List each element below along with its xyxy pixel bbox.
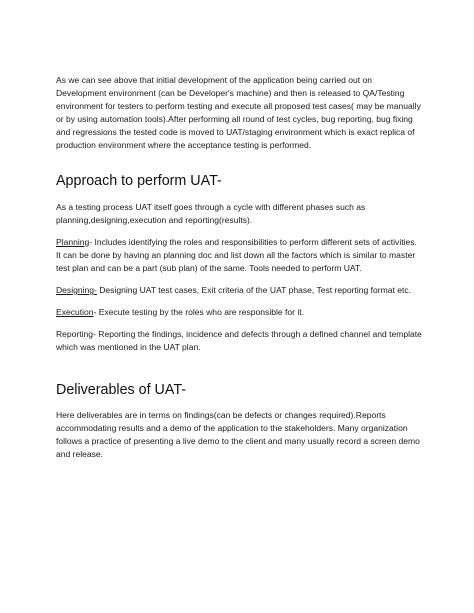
deliverables-heading: Deliverables of UAT-: [56, 382, 187, 398]
document-content: [56, 74, 422, 470]
execution-text: - Execute testing by the roles who are responsible for it.: [93, 307, 305, 317]
approach-heading: Approach to perform UAT-: [56, 173, 222, 189]
reporting-paragraph: [56, 328, 422, 354]
designing-text: Designing UAT test cases, Exit criteria of the UAT phase, Test reporting format etc.: [96, 285, 412, 295]
intro-paragraph: As we can see above that initial development of the application being carried out on Development environment (can be Developer's machine) and then is released to QA/Testing environment for testers to perform testing and execute all proposed test cases( may be manually or by using automation tools).After performing all round of test cycles, bug reporting, bug fixing and regressions the tested code is moved to UAT/staging environment which is exact replica of production environment where the acceptance testing is performed.: [56, 75, 421, 150]
reporting-text: Reporting- Reporting the findings, incidence and defects through a defined channel and template which was mentioned in the UAT plan.: [56, 329, 422, 352]
designing-term: Designing-: [56, 285, 97, 295]
approach-lead-paragraph: As a testing process UAT itself goes through a cycle with different phases such as planning,designing,execution and reporting(results).: [56, 202, 366, 225]
planning-term: Planning: [56, 237, 90, 247]
deliverables-paragraph: Here deliverables are in terms on findings(can be defects or changes required).Reports accommodating results and a demo of the application to the stakeholders. Many organization follows a practice of presenting a live demo to the client and many usually record a screen demo and release.: [56, 410, 420, 459]
execution-term: Execution: [56, 307, 94, 317]
planning-paragraph: [56, 236, 422, 275]
execution-paragraph: [56, 306, 422, 319]
planning-text: - Includes identifying the roles and responsibilities to perform different sets of activities. It can be done by having an planning doc and list down all the factors which is similar to master test plan and can be a part (sub plan) of the same. Tools needed to perform UAT.: [56, 237, 417, 273]
designing-paragraph: [56, 284, 422, 297]
